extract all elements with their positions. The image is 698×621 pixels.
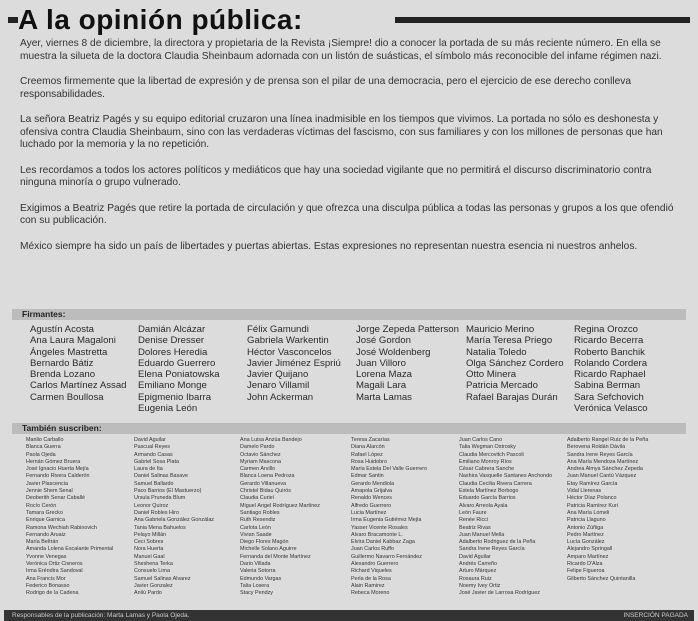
letter-body xyxy=(20,38,685,266)
signatory-name: Rafael López xyxy=(351,451,383,458)
signatory-name: Guillermo Navarro Fernández xyxy=(351,553,423,560)
signatory-name: Juan Carlos Ruffo xyxy=(351,546,395,553)
signatory-name: Rafael Barajas Durán xyxy=(466,391,558,403)
signatory-name: Fernando Aruaiz xyxy=(26,531,66,538)
signatory-name: Etay Ramírez García xyxy=(567,480,618,487)
signatory-name: Edmar Santin xyxy=(351,473,384,480)
signatory-name: Sandra Irene Reyes García xyxy=(567,451,633,458)
signatory-name: Samuel Salinas Alvarez xyxy=(134,575,191,582)
signatory-name: Javier Plascencia xyxy=(26,480,68,487)
signatory-name: Rodrigo de la Cadena xyxy=(26,590,79,597)
signatory-name: Michelle Solano Aguirre xyxy=(240,546,297,553)
signatory-name: José Javier de Larrosa Rodríguez xyxy=(459,590,540,597)
signatory-name: Laura de Ita xyxy=(134,466,163,473)
signatory-name: César Cabrera Sanche xyxy=(459,466,515,473)
signatory-name: Vivian Saade xyxy=(240,531,272,538)
signatory-name: Olga Sánchez Cordero xyxy=(466,357,564,369)
title-rule-right xyxy=(395,17,690,23)
signatory-name: Alexandro Guerrero xyxy=(351,561,399,568)
signatory-name: Verónica Ortiz Cisneros xyxy=(26,561,83,568)
signatory-name: Sabina Berman xyxy=(574,380,641,392)
signatory-name: Elena Poniatowska xyxy=(138,369,220,381)
signatory-name: Ana Gabriela González Gonzálaz xyxy=(134,517,215,524)
signatory-name: Javier Quijano xyxy=(247,369,309,381)
footer-credits: Responsables de la publicación: Marta Lamas y Paola Ojeda. xyxy=(12,612,190,619)
signatory-name: Patricia Ramírez Kuri xyxy=(567,502,618,509)
signatory-name: Stacy Pendzy xyxy=(240,590,273,597)
signatory-name: Denise Dresser xyxy=(138,335,205,347)
signatory-name: Álvaro Bracamonte L. xyxy=(351,531,403,538)
signatory-name: Sandra Irene Reyes García xyxy=(459,546,525,553)
signatory-name: Vidal Llerenas xyxy=(567,488,602,495)
signatory-name: Javier Gonzalez xyxy=(134,582,173,589)
suscriben-column xyxy=(26,437,134,607)
signatory-name: Emiliano Monge xyxy=(138,380,207,392)
signatory-name: Epigmenio Ibarra xyxy=(138,391,212,403)
signatory-name: Daniel Salinas Basave xyxy=(134,473,188,480)
signatory-name: Andrés Carreño xyxy=(459,561,498,568)
signatory-name: Ricardo D'Alza xyxy=(567,561,603,568)
signatory-name: Rolando Cordera xyxy=(574,357,648,369)
signatory-name: Javier Jiménez Espriú xyxy=(247,357,341,369)
signatory-name: Miguel Ángel Rodríguez Martínez xyxy=(240,502,321,509)
signatory-name: Juan Manuel Mella xyxy=(459,531,505,538)
firmantes-column xyxy=(247,324,356,416)
signatory-name: Paola Ojeda xyxy=(26,451,56,458)
signatory-name: Bernardo Bátiz xyxy=(30,357,94,369)
signatory-name: Patricia Mercado xyxy=(466,380,538,392)
signatory-name: Claudia Curiel xyxy=(240,495,274,502)
firmantes-column xyxy=(30,324,138,416)
signatory-name: Ana Laura Magaloni xyxy=(30,335,116,347)
signatory-name: María Teresa Priego xyxy=(466,335,553,347)
signatory-name: Héctor Vasconcelos xyxy=(247,346,332,358)
signatory-name: Adalberto Rodriguez de la Peña xyxy=(459,539,536,546)
signatory-name: José Woldenberg xyxy=(356,346,431,358)
signatory-name: Anilú Pardo xyxy=(134,590,162,597)
signatory-name: Eugenia León xyxy=(138,403,198,415)
signatory-name: Lucía González xyxy=(567,539,605,546)
signatory-name: Arturo Márquez xyxy=(459,568,497,575)
signatory-name: Gabriel Sosa Plata xyxy=(134,458,179,465)
signatory-name: Carlos Martínez Assad xyxy=(30,380,127,392)
signatory-name: Alfredo Guerrero xyxy=(351,502,392,509)
suscriben-column xyxy=(351,437,459,607)
signatory-name: Carmen Boullosa xyxy=(30,391,104,403)
signatory-name: Yasser Vicente Rosales xyxy=(351,524,408,531)
signatory-name: Gilberto Sánchez Quintanilla xyxy=(567,575,636,582)
suscriben-column xyxy=(459,437,567,607)
signatory-name: Leonor Quiroz xyxy=(134,502,169,509)
signatory-name: Christel Bidau Quirós xyxy=(240,488,291,495)
paid-insertion-label: INSERCIÓN PAGADA xyxy=(623,612,688,619)
signatory-name: Álvaro Arreola Ayala xyxy=(459,502,508,509)
signatory-name: Blanca Guerra xyxy=(26,444,61,451)
signatory-name: Carlota León xyxy=(240,524,271,531)
signatory-name: Brenda Lozano xyxy=(30,369,96,381)
page-title: A la opinión pública: xyxy=(18,4,303,35)
signatory-name: Sheshena Terka xyxy=(134,561,173,568)
firmantes-list xyxy=(30,324,690,416)
paragraph: La señora Beatriz Pagés y su equipo editorial cruzaron una línea inadmisible en los tiempos que vivimos. La portada no sólo es deshonesta y ofensiva contra Claudia Sheinbaum, sino con las verdaderas víctimas del fascismo, con sus familiares y con los millones de personas que han luchado por la memoria y la no repetición. xyxy=(20,113,663,151)
signatory-name: Ana Francis Mor xyxy=(26,575,66,582)
signatory-name: Gerardo Mendiola xyxy=(351,480,395,487)
signatory-name: Pascual Reyes xyxy=(134,444,170,451)
signatory-name: Octavio Sánchez xyxy=(240,451,281,458)
signatory-name: David Aguilar xyxy=(134,437,166,443)
signatory-name: Jennie Shem Senal xyxy=(26,488,73,495)
suscriben-list xyxy=(26,437,692,607)
signatory-name: Yvonne Venegas xyxy=(26,553,67,560)
signatory-name: David Aguilar xyxy=(459,553,491,560)
signatory-name: Ceci Sobres xyxy=(134,539,164,546)
signatory-name: Ángeles Mastretta xyxy=(30,346,108,358)
signatory-name: Roberto Banchik xyxy=(574,346,645,358)
suscriben-column xyxy=(134,437,240,607)
signatory-name: Talia Wegman Ostrosky xyxy=(459,444,516,451)
signatory-name: Emiliano Monroy Ríos xyxy=(459,458,512,465)
paragraph: Creemos firmemente que la libertad de expresión y de prensa son el pilar de una democracia, pero el ejercicio de ese derecho conlleva responsabilidades. xyxy=(20,75,632,100)
signatory-name: Félix Gamundi xyxy=(247,324,309,335)
signatory-name: Beatriz Rivas xyxy=(459,524,491,531)
signatory-name: Claudia Cecilia Rivera Carrera xyxy=(459,480,532,487)
signatory-name: Carmen Arvillo xyxy=(240,466,276,473)
signatory-name: Renée Ricci xyxy=(459,517,489,524)
signatory-name: Teresa Zacarías xyxy=(351,437,390,443)
title-rule-left xyxy=(8,17,18,23)
signatory-name: Noemy Ivey Ortiz xyxy=(459,582,501,589)
signatory-name: Ricardo Raphael xyxy=(574,369,646,381)
signatory-name: Myriam Mascona xyxy=(240,458,282,465)
signatory-name: Regina Orozco xyxy=(574,324,638,335)
signatory-name: Diana Alarcón xyxy=(351,444,385,451)
signatory-name: Daniel Robles Hiro xyxy=(134,509,179,516)
signatory-name: Eduardo García Barrios xyxy=(459,495,516,502)
signatory-name: Enrique Garnica xyxy=(26,517,65,524)
signatory-name: Ana María Lomeli xyxy=(567,509,610,516)
signatory-name: María Estela Del Valle Guerrero xyxy=(351,466,427,473)
signatory-name: Berovena Roldán Dávila xyxy=(567,444,626,451)
signatory-name: Mauricio Merino xyxy=(466,324,535,335)
signatory-name: Marta Lamas xyxy=(356,391,412,403)
signatory-name: Juan Manuel Cantú Vázquez xyxy=(567,473,637,480)
signatory-name: Lucia Martínez xyxy=(351,509,387,516)
signatory-name: Paco Barrios (El Mastuerzo) xyxy=(134,488,202,495)
signatory-name: Alain Ramirez xyxy=(351,582,385,589)
signatory-name: José Gordon xyxy=(356,335,411,347)
signatory-name: Ruth Resendiz xyxy=(240,517,276,524)
signatory-name: Lorena Maza xyxy=(356,369,412,381)
signatory-name: Amparo Martínez xyxy=(567,553,609,560)
signatory-name: Andrea Almya Sánchez Zepeda xyxy=(567,466,643,473)
suscriben-header: También suscriben: xyxy=(12,423,686,434)
signatory-name: Sara Sefchovich xyxy=(574,391,644,403)
signatory-name: Magali Lara xyxy=(356,380,407,392)
signatory-name: Ana Luisa Anzúa Bandejo xyxy=(240,437,302,443)
signatory-name: Ursula Pruneda Blum xyxy=(134,495,186,502)
signatory-name: Juan Villoro xyxy=(356,357,406,369)
signatory-name: Nashira Vasquelle Santanes Anchondo xyxy=(459,473,553,480)
signatory-name: Renaldo Wences xyxy=(351,495,392,502)
signatory-name: Irma Eréndira Sandoval xyxy=(26,568,83,575)
signatory-name: Federico Bonasso xyxy=(26,582,70,589)
signatory-name: Amanda Lolena Escalante Primental xyxy=(26,546,114,553)
firmantes-header: Firmantes: xyxy=(12,309,686,320)
signatory-name: Rocío Cerón xyxy=(26,502,57,509)
signatory-name: León Faure xyxy=(459,509,487,516)
suscriben-column xyxy=(567,437,692,607)
signatory-name: Perla de la Rosa xyxy=(351,575,391,582)
signatory-name: Eduardo Guerrero xyxy=(138,357,216,369)
signatory-name: Estela Martínez Borbogo xyxy=(459,488,519,495)
signatory-name: Natalia Toledo xyxy=(466,346,527,358)
signatory-name: Blanca Loena Pedroza xyxy=(240,473,295,480)
signatory-name: Tamara Grecko xyxy=(26,509,63,516)
signatory-name: Rebeca Moreno xyxy=(351,590,390,597)
signatory-name: Richard Viqueles xyxy=(351,568,392,575)
signatory-name: Héctor Díaz Polanco xyxy=(567,495,617,502)
suscriben-column xyxy=(240,437,351,607)
signatory-name: Adalberto Rangel Ruiz de la Peña xyxy=(567,437,649,443)
signatory-name: Verónica Velasco xyxy=(574,403,648,415)
signatory-name: Gerardo Villanueva xyxy=(240,480,287,487)
signatory-name: Fernanda del Monte Martínez xyxy=(240,553,311,560)
signatory-name: Rosa Huidobro xyxy=(351,458,387,465)
signatory-name: Fernando Rivera Calderón xyxy=(26,473,90,480)
signatory-name: Agustín Acosta xyxy=(30,324,94,335)
signatory-name: Ramona Wechiah Rabinovich xyxy=(26,524,97,531)
signatory-name: Manuel Gaal xyxy=(134,553,165,560)
signatory-name: Samuel Ballardo xyxy=(134,480,174,487)
signatory-name: Rosaura Ruiz xyxy=(459,575,492,582)
signatory-name: John Ackerman xyxy=(247,391,314,403)
signatory-name: Elvira Daniel Kabbaz Zaga xyxy=(351,539,415,546)
paragraph: Exigimos a Beatriz Pagés que retire la portada de circulación y que ofrezca una disculpa pública a todas las personas y grupos a los que ofendió con su publicación. xyxy=(20,202,674,227)
signatory-name: Pelayo Millán xyxy=(134,531,167,538)
firmantes-column xyxy=(466,324,574,416)
signatory-name: Armando Casas xyxy=(134,451,173,458)
signatory-name: Juan Carlos Cano xyxy=(459,437,503,443)
signatory-name: José Ignacio Huerta Mejía xyxy=(26,466,89,473)
firmantes-column xyxy=(138,324,247,416)
signatory-name: Jenaro Villamil xyxy=(247,380,310,392)
signatory-name: Deoberith Senar Caballé xyxy=(26,495,86,502)
signatory-name: Antonio Zúñiga xyxy=(567,524,604,531)
signatory-name: Alejandro Springall xyxy=(567,546,613,553)
signatory-name: Valeria Sotorra xyxy=(240,568,276,575)
signatory-name: Irma Eugenia Gutiérrez Mejía xyxy=(351,517,422,524)
firmantes-column xyxy=(356,324,466,416)
signatory-name: Dario Villada xyxy=(240,561,271,568)
signatory-name: Edmundo Vargas xyxy=(240,575,282,582)
signatory-name: Dolores Heredia xyxy=(138,346,208,358)
signatory-name: Diego Flores Magón xyxy=(240,539,289,546)
signatory-name: Consuelo Lima xyxy=(134,568,170,575)
firmantes-column xyxy=(574,324,690,416)
signatory-name: Ana María Mendoza Martínez xyxy=(567,458,639,465)
signatory-name: Damián Alcázar xyxy=(138,324,206,335)
signatory-name: Hernán Gómez Bruera xyxy=(26,458,81,465)
signatory-name: Manlio Carballo xyxy=(26,437,64,443)
signatory-name: María Beltrán xyxy=(26,539,59,546)
signatory-name: Claudia Mercovitch Pascoli xyxy=(459,451,524,458)
footer-bar xyxy=(4,610,694,621)
signatory-name: Pedro Martínez xyxy=(567,531,604,538)
paragraph: Ayer, viernes 8 de diciembre, la directora y propietaria de la Revista ¡Siempre! dio a conocer la portada de su más reciente número. En ella se muestra la silueta de la doctora Claudia Sheinbaum adornada con un listón de suásticas, el símbolo más reconocible del infame régimen nazi. xyxy=(20,38,662,62)
signatory-name: Santiago Robles xyxy=(240,509,280,516)
signatory-name: Jorge Zepeda Patterson xyxy=(356,324,459,335)
signatory-name: Amapola Grijalva xyxy=(351,488,393,495)
signatory-name: Gabriela Warkentin xyxy=(247,335,329,347)
signatory-name: Otto Minera xyxy=(466,369,517,381)
signatory-name: Tania Mena Bahuelos xyxy=(134,524,186,531)
signatory-name: Felipe Figueroa xyxy=(567,568,605,575)
signatory-name: Patricia Llaguno xyxy=(567,517,606,524)
paragraph: Les recordamos a todos los actores políticos y mediáticos que hay una sociedad vigilante que no permitirá el discurso discriminatorio contra ninguna minoría o grupo vulnerado. xyxy=(20,164,652,189)
signatory-name: Ricardo Becerra xyxy=(574,335,644,347)
signatory-name: Nora Huerta xyxy=(134,546,164,553)
signatory-name: Damelo Pardo xyxy=(240,444,275,451)
signatory-name: Talia Losera xyxy=(240,582,270,589)
paragraph: México siempre ha sido un país de libertades y puertas abiertas. Estas expresiones no representan nuestra esencia ni nuestros anhelos. xyxy=(20,240,638,252)
